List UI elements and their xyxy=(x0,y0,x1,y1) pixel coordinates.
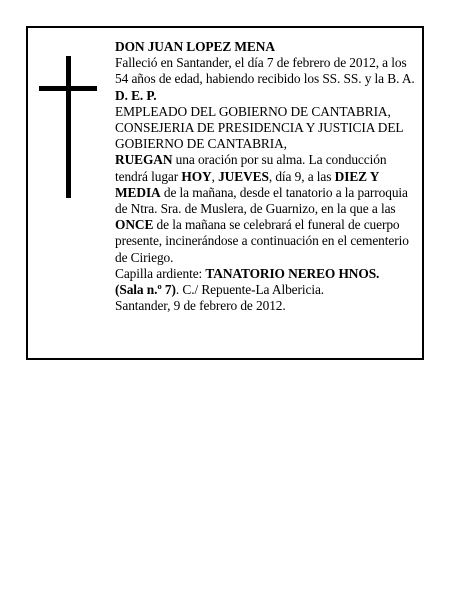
funeral-text: de la mañana se celebrará el funeral de cuerpo presente, incinerándose a continuación en el cementerio de Ciriego. xyxy=(115,217,409,265)
separator-text: , xyxy=(211,168,219,184)
cross-horizontal-bar xyxy=(39,86,97,91)
ceremony-paragraph xyxy=(115,152,419,265)
diez-y-media-word: DIEZ Y MEDIA xyxy=(115,168,379,200)
dia-text: , día 9, a las xyxy=(268,168,335,184)
notice-text xyxy=(115,39,419,314)
employer-line: EMPLEADO DEL GOBIERNO DE CANTABRIA, CONSEJERIA DE PRESIDENCIA Y JUSTICIA DEL GOBIERNO DE CANTABRIA, xyxy=(115,103,404,152)
sala-number: (Sala n.º 7) xyxy=(115,282,176,298)
address-text: . C./ Repuente-La Albericia. xyxy=(175,282,325,298)
cross-icon xyxy=(39,56,97,198)
dep-line: D. E. P. xyxy=(115,87,157,103)
manana-text: de la mañana, desde el tanatorio a la parroquia de Ntra. Sra. de Muslera, de Guarnizo, en la que a las xyxy=(115,184,408,217)
ruegan-word: RUEGAN xyxy=(115,152,173,168)
hoy-word: HOY xyxy=(181,168,212,184)
death-line: Falleció en Santander, el día 7 de febrero de 2012, a los 54 años de edad, habiendo recibido los SS. SS. y la B. A. xyxy=(115,55,415,87)
ruegan-text: una oración por su alma. La conducción tendrá lugar xyxy=(115,152,387,184)
obituary-notice xyxy=(26,26,424,360)
once-word: ONCE xyxy=(115,217,154,233)
jueves-word: JUEVES xyxy=(218,168,269,184)
tanatorio-name: TANATORIO NEREO HNOS. xyxy=(205,265,380,281)
chapel-line xyxy=(115,266,419,298)
date-line: Santander, 9 de febrero de 2012. xyxy=(115,298,286,314)
chapel-label: Capilla ardiente: xyxy=(115,265,206,281)
cross-vertical-bar xyxy=(66,56,71,198)
deceased-name: DON JUAN LOPEZ MENA xyxy=(115,39,275,54)
